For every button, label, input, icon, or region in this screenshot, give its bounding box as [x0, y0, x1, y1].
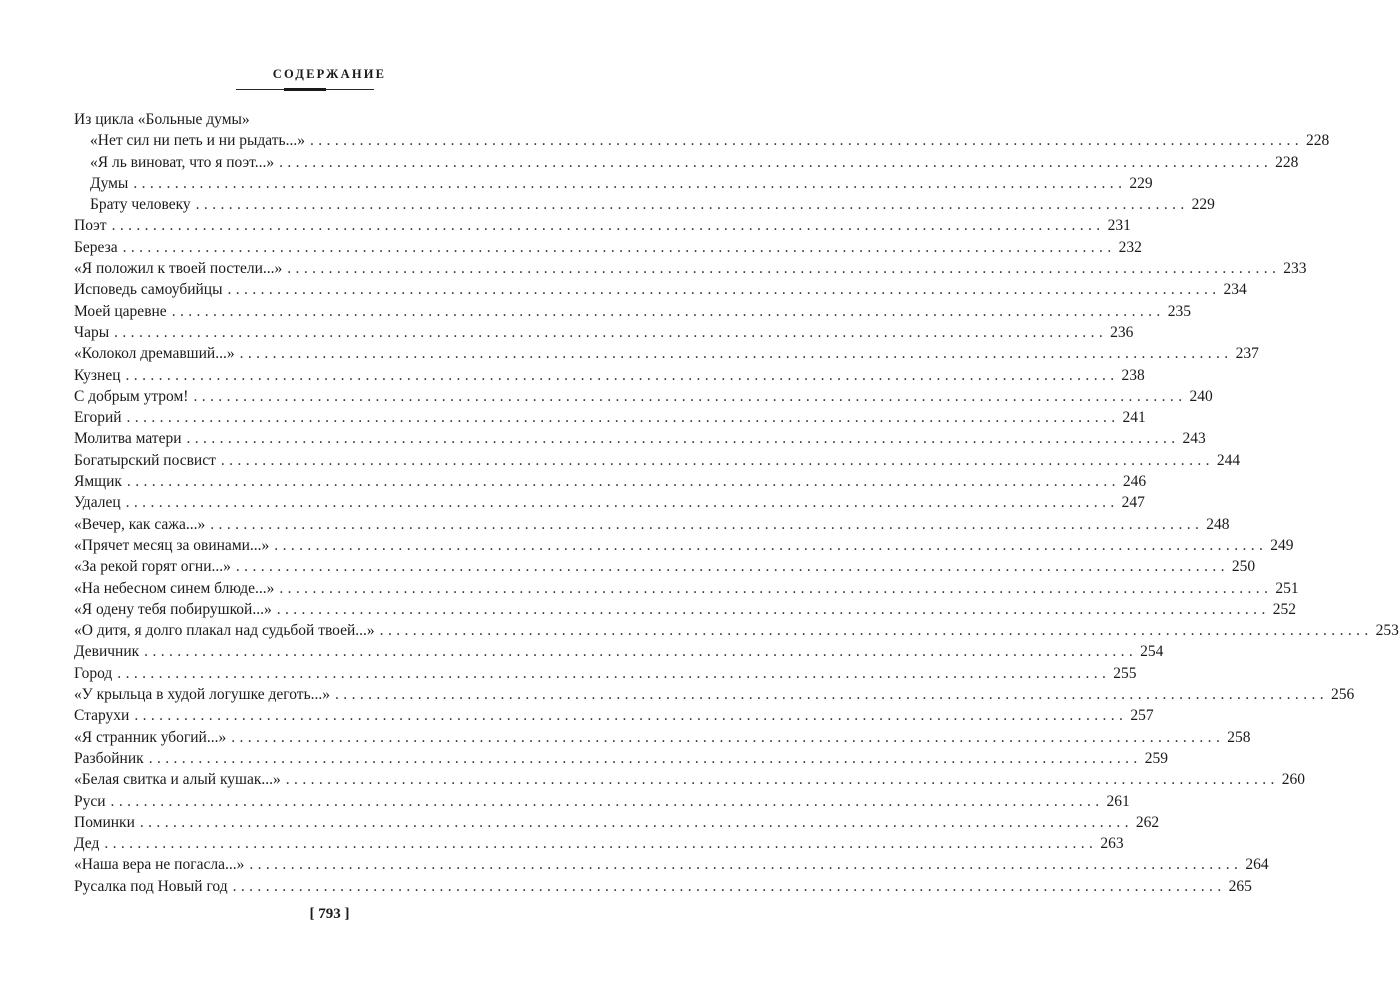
toc-entry-title: Брату человеку: [90, 196, 191, 214]
toc-leader-dots: ........................................................................................................................: [126, 409, 1120, 427]
toc-entry-page: 238: [1121, 366, 1145, 384]
toc-entry-page: 259: [1144, 749, 1168, 767]
toc-entry-title: Разбойник: [74, 749, 144, 767]
toc-leader-dots: ........................................................................................................................: [111, 217, 1105, 235]
toc-entry-title: Удалец: [74, 494, 121, 512]
toc-entry-title: Поэт: [74, 217, 107, 235]
toc-entry: [74, 322, 1134, 343]
toc-entry: [74, 450, 1241, 471]
toc-entry-page: 234: [1223, 281, 1247, 299]
toc-entry-page: 243: [1182, 430, 1206, 448]
table-of-contents: [74, 109, 1399, 897]
toc-entry-page: 252: [1272, 600, 1296, 618]
toc-leader-dots: ........................................................................................................................: [117, 664, 1111, 682]
toc-entry: [74, 578, 1299, 599]
toc-entry: [74, 215, 1131, 236]
toc-entry-page: 249: [1270, 536, 1294, 554]
toc-entry-page: 246: [1122, 473, 1147, 491]
toc-entry-page: 264: [1245, 856, 1269, 874]
toc-leader-dots: ........................................................................................................................: [133, 174, 1127, 192]
toc-entry-title: Исповедь самоубийцы: [74, 281, 223, 299]
toc-entry-title: «Я ль виноват, что я поэт...»: [90, 153, 275, 171]
toc-entry: [74, 684, 1355, 705]
toc-entry-page: 258: [1227, 728, 1251, 746]
toc-entry-title: Руси: [74, 792, 106, 810]
toc-leader-dots: ........................................................................................................................: [239, 345, 1233, 363]
toc-leader-dots: ........................................................................................................................: [104, 835, 1098, 853]
toc-entry-page: 262: [1135, 813, 1160, 831]
toc-leader-dots: ........................................................................................................................: [287, 260, 1281, 278]
toc-entry: [74, 641, 1164, 662]
toc-entry-title: Город: [74, 664, 113, 682]
toc-entry: [74, 130, 1330, 151]
toc-leader-dots: ........................................................................................................................: [279, 579, 1273, 597]
toc-leader-dots: ........................................................................................................................: [285, 771, 1279, 789]
toc-entry: [74, 173, 1153, 194]
toc-entry-title: Моей царевне: [74, 302, 167, 320]
toc-entry-title: «У крыльца в худой логушке деготь...»: [74, 686, 331, 704]
toc-leader-dots: ........................................................................................................................: [186, 430, 1180, 448]
toc-leader-dots: ........................................................................................................................: [134, 707, 1128, 725]
toc-entry-title: Чары: [74, 323, 110, 341]
toc-entry: [74, 748, 1168, 769]
toc-entry: [74, 386, 1213, 407]
toc-entry: [74, 812, 1160, 833]
toc-entry-title: Дед: [74, 835, 100, 853]
toc-entry-page: 228: [1275, 153, 1299, 171]
toc-entry: [74, 535, 1294, 556]
toc-entry: [74, 471, 1147, 492]
toc-entry-page: 248: [1206, 515, 1230, 533]
toc-entry: [74, 620, 1399, 641]
toc-entry-page: 247: [1121, 494, 1145, 512]
toc-entry-page: 228: [1306, 132, 1330, 150]
toc-entry-title: «Я странник убогий...»: [74, 728, 227, 746]
toc-entry-page: 231: [1107, 217, 1131, 235]
toc-entry-page: 253: [1375, 622, 1399, 640]
toc-entry-title: Из цикла «Больные думы»: [74, 111, 250, 128]
toc-entry: [74, 428, 1206, 449]
toc-entry: [74, 343, 1259, 364]
toc-entry-page: 256: [1331, 686, 1355, 704]
toc-entry-page: 232: [1118, 238, 1142, 256]
toc-leader-dots: ........................................................................................................................: [210, 515, 1204, 533]
toc-leader-dots: ........................................................................................................................: [232, 877, 1226, 895]
toc-entry-page: 244: [1216, 451, 1241, 469]
toc-entry-title: «За рекой горят огни...»: [74, 558, 231, 576]
toc-entry-page: 235: [1167, 302, 1191, 320]
toc-leader-dots: ........................................................................................................................: [235, 558, 1229, 576]
toc-leader-dots: ........................................................................................................................: [193, 387, 1187, 405]
toc-leader-dots: ........................................................................................................................: [144, 643, 1138, 661]
toc-leader-dots: ........................................................................................................................: [249, 856, 1243, 874]
toc-entry-page: 265: [1228, 877, 1252, 895]
toc-entry-title: Ямщик: [74, 473, 122, 491]
toc-entry-page: 260: [1281, 771, 1306, 789]
toc-entry-title: Кузнец: [74, 366, 121, 384]
toc-entry: [74, 663, 1137, 684]
toc-entry-title: «Прячет месяц за овинами...»: [74, 536, 270, 554]
toc-leader-dots: ........................................................................................................................: [335, 686, 1329, 704]
toc-entry: [74, 279, 1247, 300]
page-number: [ 793 ]: [309, 906, 350, 922]
toc-entry-title: Русалка под Новый год: [74, 877, 228, 895]
toc-entry: [74, 769, 1306, 790]
toc-leader-dots: ........................................................................................................................: [148, 749, 1142, 767]
toc-entry-title: Богатырский посвист: [74, 451, 216, 469]
toc-leader-dots: ........................................................................................................................: [110, 792, 1104, 810]
toc-leader-dots: ........................................................................................................................: [276, 600, 1270, 618]
toc-entry-page: 236: [1110, 323, 1134, 341]
toc-entry-page: 229: [1129, 174, 1153, 192]
toc-entry: [74, 599, 1296, 620]
toc-entry-title: «О дитя, я долго плакал над судьбой твоей...»: [74, 622, 375, 640]
toc-leader-dots: ........................................................................................................................: [231, 728, 1225, 746]
toc-entry-title: «Белая свитка и алый кушак...»: [74, 771, 281, 789]
toc-entry-title: Поминки: [74, 813, 135, 831]
toc-entry-page: 237: [1235, 345, 1259, 363]
toc-entry: [74, 492, 1145, 513]
toc-entry-title: «На небесном синем блюде...»: [74, 579, 275, 597]
toc-entry-title: «Я одену тебя побирушкой...»: [74, 600, 272, 618]
toc-leader-dots: ........................................................................................................................: [122, 238, 1116, 256]
toc-leader-dots: ........................................................................................................................: [379, 622, 1373, 640]
toc-entry-title: «Я положил к твоей постели...»: [74, 260, 283, 278]
toc-entry-title: Молитва матери: [74, 430, 182, 448]
toc-entry: [74, 301, 1191, 322]
toc-leader-dots: ........................................................................................................................: [227, 281, 1221, 299]
toc-entry-page: 255: [1113, 664, 1137, 682]
toc-entry: [74, 237, 1142, 258]
running-head: СОДЕРЖАНИЕ: [272, 67, 387, 81]
toc-entry-page: 257: [1130, 707, 1154, 725]
toc-leader-dots: ........................................................................................................................: [195, 196, 1189, 214]
toc-entry-title: Береза: [74, 238, 118, 256]
toc-entry-page: 229: [1191, 196, 1215, 214]
toc-entry-title: Егорий: [74, 409, 122, 427]
toc-entry-title: «Колокол дремавший...»: [74, 345, 235, 363]
toc-entry-title: С добрым утром!: [74, 387, 189, 405]
toc-entry: [74, 365, 1145, 386]
toc-leader-dots: ........................................................................................................................: [310, 132, 1303, 150]
toc-entry-page: 233: [1283, 260, 1307, 278]
toc-entry-page: 254: [1140, 643, 1164, 661]
toc-leader-dots: ........................................................................................................................: [274, 536, 1268, 554]
toc-entry-title: Девичник: [74, 643, 140, 661]
toc-leader-dots: ........................................................................................................................: [279, 153, 1273, 171]
toc-entry-title: Думы: [90, 174, 129, 192]
toc-entry-page: 263: [1100, 835, 1124, 853]
toc-entry-title: «Нет сил ни петь и ни рыдать...»: [90, 132, 305, 150]
toc-entry-page: 250: [1231, 558, 1256, 576]
toc-entry: [74, 109, 552, 130]
toc-entry: [74, 407, 1146, 428]
toc-leader-dots: ........................................................................................................................: [139, 813, 1133, 831]
toc-entry-page: 240: [1189, 387, 1213, 405]
toc-entry: [74, 194, 1215, 215]
toc-leader-dots: ........................................................................................................................: [126, 473, 1120, 491]
toc-entry-page: 241: [1122, 409, 1146, 427]
toc-leader-dots: ........................................................................................................................: [125, 366, 1119, 384]
toc-leader-dots: ........................................................................................................................: [114, 323, 1108, 341]
toc-entry-title: «Вечер, как сажа...»: [74, 515, 206, 533]
toc-leader-dots: ........................................................................................................................: [220, 451, 1214, 469]
toc-entry: [74, 152, 1299, 173]
toc-entry-page: 251: [1275, 579, 1299, 597]
toc-entry: [74, 854, 1269, 875]
toc-entry: [74, 556, 1256, 577]
toc-entry: [74, 833, 1124, 854]
toc-leader-dots: ........................................................................................................................: [171, 302, 1165, 320]
toc-entry-title: «Наша вера не погасла...»: [74, 856, 245, 874]
toc-entry: [74, 514, 1230, 535]
toc-entry: [74, 705, 1154, 726]
toc-entry-page: 261: [1106, 792, 1130, 810]
toc-entry: [74, 258, 1307, 279]
toc-entry-title: Старухи: [74, 707, 130, 725]
toc-entry: [74, 727, 1251, 748]
toc-entry: [74, 791, 1130, 812]
toc-entry: [74, 876, 1252, 897]
header-rule-ornament: [284, 88, 326, 91]
toc-leader-dots: ........................................................................................................................: [125, 494, 1119, 512]
